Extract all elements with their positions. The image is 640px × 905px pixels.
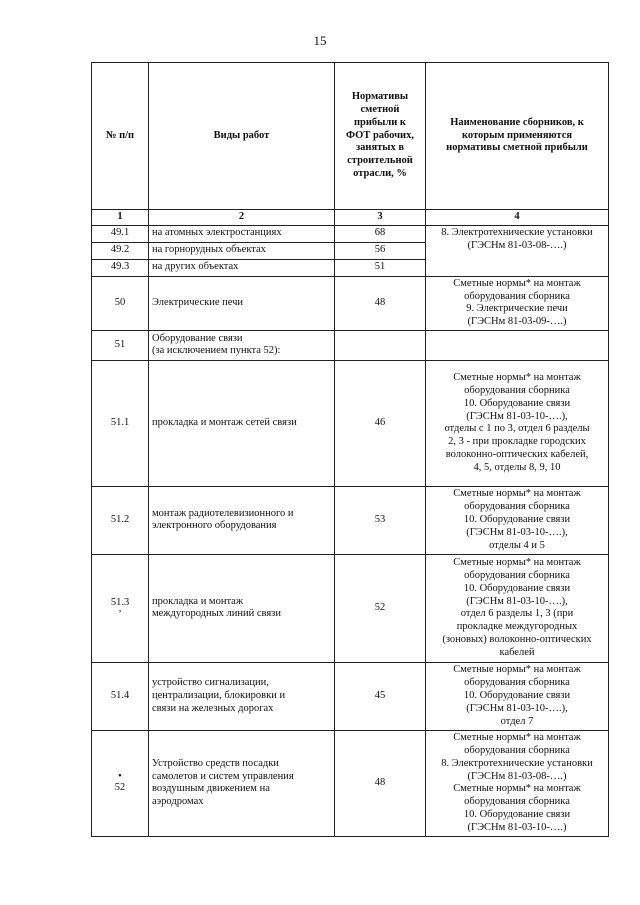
row-work: прокладка и монтаж междугородных линий связи xyxy=(149,554,335,662)
table-row xyxy=(92,225,609,242)
stray-mark: ʼ xyxy=(118,608,122,620)
row-number: 49.3 xyxy=(92,259,149,276)
row-norm: 46 xyxy=(335,360,426,486)
row-norm: 51 xyxy=(335,259,426,276)
row-work: прокладка и монтаж сетей связи xyxy=(149,360,335,486)
row-collection: Сметные нормы* на монтаж оборудования сборника 8. Электротехнические установки (ГЭСНм 81-03-08-….) Сметные нормы* на монтаж оборудования сборника 10. Оборудование связи (ГЭСНм 81-03-10-….) xyxy=(426,730,609,836)
table-row xyxy=(92,330,609,360)
row-work: Оборудование связи (за исключением пункта 52): xyxy=(149,330,335,360)
row-number: 50 xyxy=(92,276,149,330)
row-collection: Сметные нормы* на монтаж оборудования сборника 10. Оборудование связи (ГЭСНм 81-03-10-….), отдел 6 разделы 1, 3 (при прокладке междугородных (зоновых) волоконно-оптических кабелей xyxy=(426,554,609,662)
row-work: Устройство средств посадки самолетов и систем управления воздушным движением на аэродромах xyxy=(149,730,335,836)
header-collection: Наименование сборников, к которым применяются нормативы сметной прибыли xyxy=(426,63,609,210)
row-norm xyxy=(335,330,426,360)
row-norm: 48 xyxy=(335,276,426,330)
row-number-cell xyxy=(92,554,149,662)
row-norm: 45 xyxy=(335,662,426,730)
row-number: 51 xyxy=(92,330,149,360)
table-row xyxy=(92,276,609,330)
row-collection: Сметные нормы* на монтаж оборудования сборника 9. Электрические печи (ГЭСНм 81-03-09-….) xyxy=(426,276,609,330)
stray-mark: • xyxy=(118,771,122,783)
column-number: 4 xyxy=(426,210,609,226)
norms-table xyxy=(91,62,609,837)
header-norm: Нормативы сметной прибыли к ФОТ рабочих, занятых в строительной отрасли, % xyxy=(335,63,426,210)
row-work: на атомных электростанциях xyxy=(149,225,335,242)
row-work: монтаж радиотелевизионного и электронного оборудования xyxy=(149,486,335,554)
row-number: 51.3 xyxy=(110,597,130,609)
row-norm: 53 xyxy=(335,486,426,554)
header-work: Виды работ xyxy=(149,63,335,210)
row-collection: Сметные нормы* на монтаж оборудования сборника 10. Оборудование связи (ГЭСНм 81-03-10-….), отделы с 1 по 3, отдел 6 разделы 2, 3 - при прокладке городских волоконно-оптических кабелей, 4, 5, отделы 8, 9, 10 xyxy=(426,360,609,486)
row-collection xyxy=(426,330,609,360)
row-work: устройство сигнализации, централизации, блокировки и связи на железных дорогах xyxy=(149,662,335,730)
row-norm: 68 xyxy=(335,225,426,242)
row-work: на других объектах xyxy=(149,259,335,276)
table-row xyxy=(92,730,609,836)
row-work: Электрические печи xyxy=(149,276,335,330)
row-number: 49.2 xyxy=(92,242,149,259)
row-norm: 56 xyxy=(335,242,426,259)
table-row xyxy=(92,360,609,486)
row-norm: 48 xyxy=(335,730,426,836)
header-row xyxy=(92,63,609,210)
row-number-cell xyxy=(92,730,149,836)
row-norm: 52 xyxy=(335,554,426,662)
column-number: 1 xyxy=(92,210,149,226)
page-number: 15 xyxy=(313,33,327,48)
row-collection: Сметные нормы* на монтаж оборудования сборника 10. Оборудование связи (ГЭСНм 81-03-10-….), отделы 4 и 5 xyxy=(426,486,609,554)
row-collection: 8. Электротехнические установки (ГЭСНм 81-03-08-….) xyxy=(426,225,609,276)
column-number: 2 xyxy=(149,210,335,226)
row-number: 52 xyxy=(114,782,126,794)
row-number: 51.4 xyxy=(92,662,149,730)
row-number: 51.2 xyxy=(92,486,149,554)
row-number: 51.1 xyxy=(92,360,149,486)
column-number-row xyxy=(92,210,609,226)
column-number: 3 xyxy=(335,210,426,226)
header-num: № п/п xyxy=(92,63,149,210)
row-collection: Сметные нормы* на монтаж оборудования сборника 10. Оборудование связи (ГЭСНм 81-03-10-….), отдел 7 xyxy=(426,662,609,730)
row-work: на горнорудных объектах xyxy=(149,242,335,259)
table-row xyxy=(92,662,609,730)
table-row xyxy=(92,554,609,662)
row-number: 49.1 xyxy=(92,225,149,242)
table-row xyxy=(92,486,609,554)
